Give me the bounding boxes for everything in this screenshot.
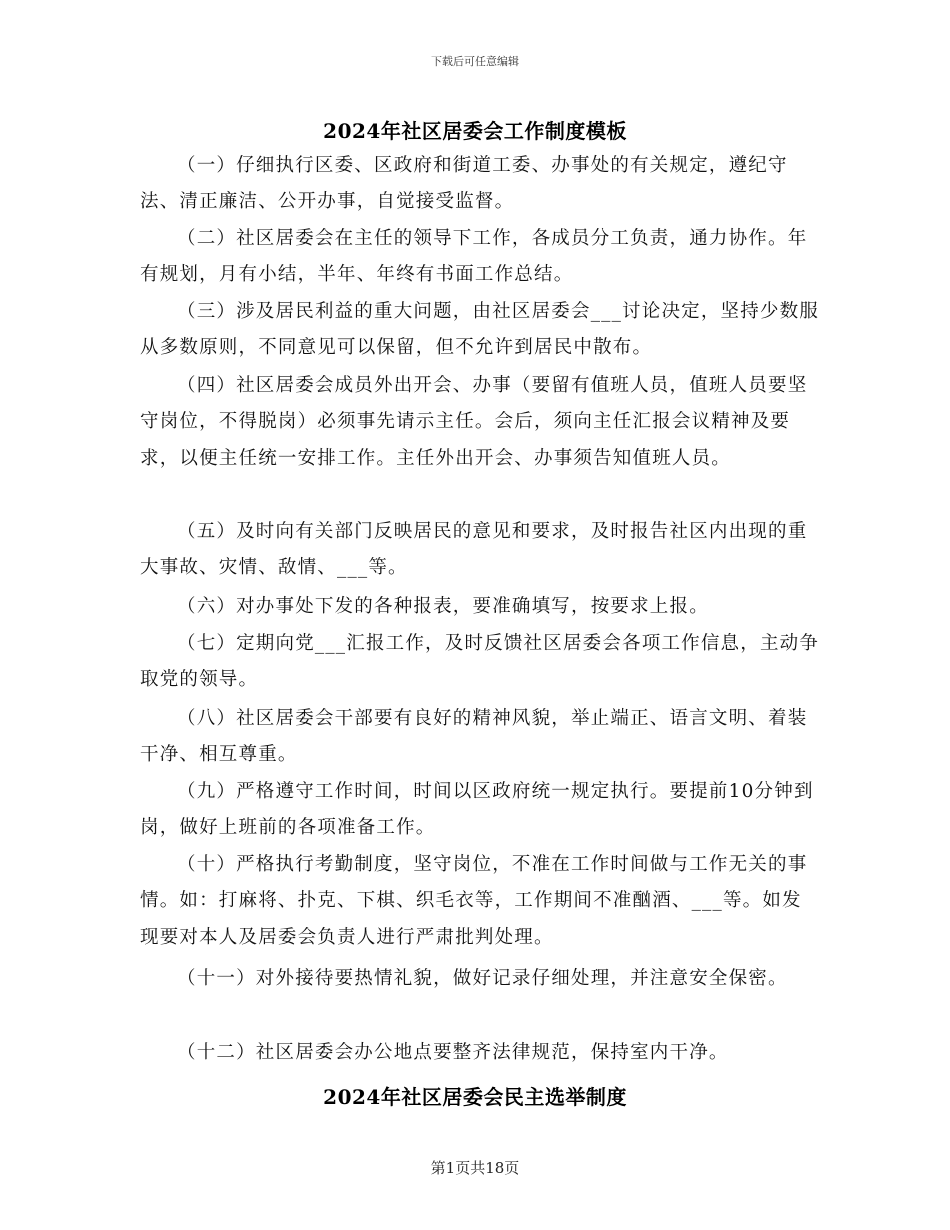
paragraph-1: （一）仔细执行区委、区政府和街道工委、办事处的有关规定，遵纪守法、清正廉洁、公开办事，自觉接受监督。	[140, 155, 788, 213]
paragraph-3: （三）涉及居民利益的重大问题，由社区居委会___讨论决定，坚持少数服从多数原则，不同意见可以保留，但不允许到居民中散布。	[140, 301, 820, 359]
paragraph-2: （二）社区居委会在主任的领导下工作，各成员分工负责，通力协作。年有规划，月有小结，半年、年终有书面工作总结。	[140, 228, 808, 286]
paragraph-6: （六）对办事处下发的各种报表，要准确填写，按要求上报。	[177, 596, 709, 617]
page-header: 下载后可任意编辑	[431, 55, 519, 68]
paragraph-5: （五）及时向有关部门反映居民的意见和要求，及时报告社区内出现的重大事故、灾情、敌情、___等。	[140, 521, 808, 579]
next-section-title: 2024年社区居委会民主选举制度	[323, 1085, 627, 1109]
paragraph-7: （七）定期向党___汇报工作，及时反馈社区居委会各项工作信息，主动争取党的领导。	[140, 633, 820, 691]
paragraph-9: （九）严格遵守工作时间，时间以区政府统一规定执行。要提前10分钟到岗，做好上班前的各项准备工作。	[140, 781, 814, 839]
paragraph-12: （十二）社区居委会办公地点要整齐法律规范，保持室内干净。	[177, 1042, 729, 1063]
document-title: 2024年社区居委会工作制度模板	[323, 119, 627, 143]
paragraph-11: （十一）对外接待要热情礼貌，做好记录仔细处理，并注意安全保密。	[177, 968, 788, 989]
page-footer: 第1页共18页	[430, 1159, 520, 1177]
paragraph-4: （四）社区居委会成员外出开会、办事（要留有值班人员，值班人员要坚守岗位，不得脱岗）必须事先请示主任。会后，须向主任汇报会议精神及要求，以便主任统一安排工作。主任外出开会、办事须告知值班人员。	[140, 375, 808, 469]
paragraph-8: （八）社区居委会干部要有良好的精神风貌，举止端正、语言文明、着装干净、相互尊重。	[140, 708, 808, 766]
paragraph-10: （十）严格执行考勤制度，坚守岗位，不准在工作时间做与工作无关的事情。如：打麻将、扑克、下棋、织毛衣等，工作期间不准酗酒、___等。如发现要对本人及居委会负责人进行严肃批判处理。	[140, 854, 808, 948]
